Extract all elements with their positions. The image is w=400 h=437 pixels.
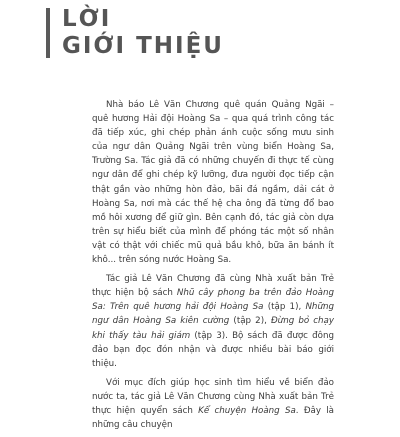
paragraph-3-text-a: Với mục đích giúp học sinh tìm hiểu về biển đảo nước ta, tác giả Lê Văn Chương cùng Nhà xuất bản Trẻ thực hiện quyển sách: [92, 377, 334, 416]
book-title-volume-3: Đừng bỏ chạy khi thấy tàu hải giám: [92, 316, 334, 341]
book-title-volume-2: Những ngư dân Hoàng Sa kiên cường: [92, 302, 334, 327]
paragraph-3: [92, 376, 334, 432]
heading-accent-bar: [46, 8, 50, 58]
paragraph-2: [92, 272, 334, 371]
paragraph-2-text-c: (tập 2),: [229, 316, 271, 327]
paragraph-1: Nhà báo Lê Văn Chương quê quán Quảng Ngãi – quê hương Hải đội Hoàng Sa – qua quá trình công tác đã tiếp xúc, ghi chép phản ánh cuộc sống mưu sinh của ngư dân Quảng Ngãi trên vùng biển Hoàng Sa, Trường Sa. Tác giả đã có những chuyến đi thực tế cùng ngư dân để ghi chép kỹ lưỡng, đưa người đọc tiếp cận thật gần vào những hòn đảo, bãi đá ngầm, dải cát ở Hoàng Sa, nơi mà các thế hệ cha ông đã từng đổ bao mồ hôi xương để giữ gìn. Bên cạnh đó, tác giả còn dựa trên sự hiểu biết của mình để phóng tác một số nhân vật có thật với chiếc mũ quả bầu khô, bữa ăn bánh ít khô... trên sóng nước Hoàng Sa.: [92, 100, 334, 266]
paragraph-2-text-d: (tập 3). Bộ sách đã được đông đảo bạn đọc đón nhận và được nhiều bài báo giới thiệu.: [92, 330, 334, 369]
heading-line-1: LỜI: [62, 6, 112, 32]
paragraph-2-text-a: Tác giả Lê Văn Chương đã cùng Nhà xuất bản Trẻ thực hiện bộ sách: [92, 274, 334, 299]
body-text: [92, 98, 334, 437]
paragraph-2-text-b: (tập 1),: [263, 302, 306, 313]
heading-line-2: GIỚI THIỆU: [62, 33, 224, 59]
book-title-volume-1: Nhũ cây phong ba trên đảo Hoàng Sa: Trên quê hương hải đội Hoàng Sa: [92, 288, 334, 313]
book-title-ke-chuyen: Kể chuyện Hoàng Sa: [198, 405, 296, 416]
page-heading: [62, 6, 224, 60]
paragraph-3-text-b: . Đây là những câu chuyện: [92, 405, 335, 431]
